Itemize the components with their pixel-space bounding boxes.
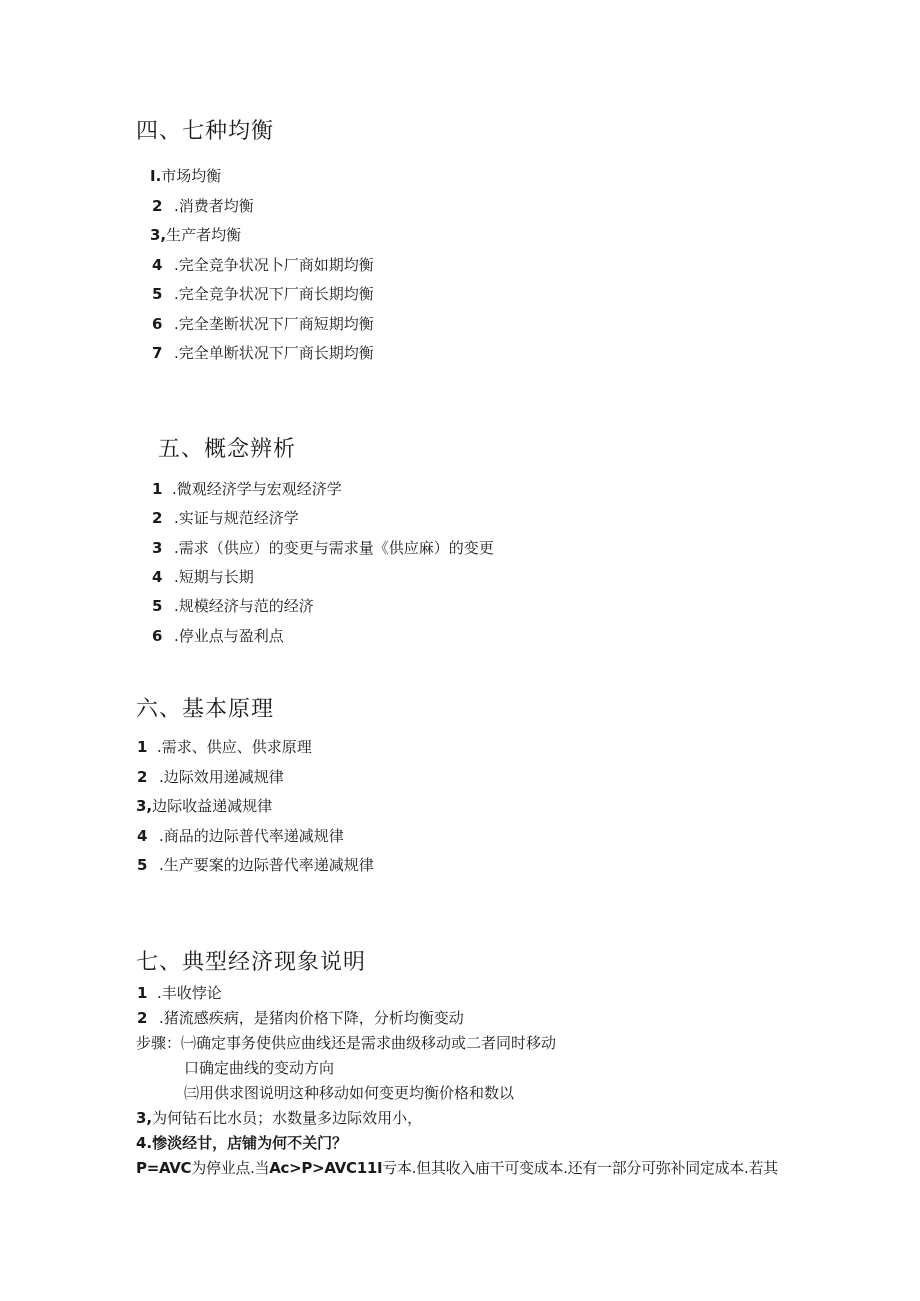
item-number: 2	[137, 1009, 148, 1027]
item-number: 7	[152, 344, 163, 362]
list-item	[152, 284, 374, 304]
item-text: .实证与规范经济学	[174, 509, 299, 527]
item-text: .完全竞争状况下厂商长期均衡	[174, 285, 374, 303]
item-number: 1	[152, 480, 163, 498]
list-item	[152, 196, 254, 216]
step-3: ㈢用供求图说明这种移动如何变更均衡价格和数以	[184, 1084, 515, 1102]
item-number: 3,	[136, 1109, 153, 1127]
item-text: .猪流感疾病，是猪肉价格下降，分析均衡变动	[159, 1009, 464, 1027]
section-5-title: 五、概念辨析	[158, 437, 297, 462]
list-item	[152, 479, 342, 499]
step-2: 口确定曲线的变动方向	[184, 1059, 335, 1077]
item-text: .消费者均衡	[174, 197, 254, 215]
list-item	[137, 767, 284, 787]
list-item	[152, 567, 254, 587]
explanation-text: 为停业点.当	[191, 1159, 270, 1177]
item-number: 2	[152, 197, 163, 215]
formula-text: Ac>P>AVC11I	[269, 1159, 383, 1177]
explanation-line	[136, 1158, 778, 1178]
item-text: .完全垄断状况下厂商短期均衡	[174, 315, 374, 333]
section-7-title: 七、典型经济现象说明	[136, 950, 367, 975]
steps-line	[136, 1033, 556, 1053]
list-item	[152, 255, 374, 275]
explanation-text: 亏本.但其收入庙干可变成本.还有一部分可弥补同定成本.若其	[382, 1159, 778, 1177]
steps-label: 步骤：	[136, 1034, 182, 1052]
item-number: 4	[137, 827, 148, 845]
list-item	[150, 225, 241, 245]
list-item	[137, 1008, 464, 1028]
item-text: .需求（供应）的变更与需求量《供应麻）的变更	[174, 539, 494, 557]
item-number: I.	[150, 167, 162, 185]
list-item	[152, 626, 284, 646]
item-number: 5	[137, 856, 148, 874]
item-number: 5	[152, 597, 163, 615]
list-item	[152, 538, 494, 558]
item-number: 2	[137, 768, 148, 786]
item-text: 惨淡经甘，店铺为何不关门？	[152, 1134, 348, 1152]
item-text: .规模经济与范的经济	[174, 597, 314, 615]
item-text: .边际效用递减规律	[159, 768, 284, 786]
list-item	[137, 737, 312, 757]
section-6-title: 六、基本原理	[136, 697, 275, 722]
item-text: .需求、供应、供求原理	[157, 738, 312, 756]
item-number: 1	[137, 738, 148, 756]
item-text: .微观经济学与宏观经济学	[172, 480, 342, 498]
item-number: 6	[152, 315, 163, 333]
item-text: 为何钻石比水员；水数量多边际效用小，	[152, 1109, 423, 1127]
item-text: 生产者均衡	[166, 226, 242, 244]
list-item	[152, 314, 374, 334]
list-item	[136, 796, 272, 816]
item-number: 3,	[150, 226, 167, 244]
list-item	[137, 983, 222, 1003]
item-text: .丰收悖论	[157, 984, 222, 1002]
formula-text: P=AVC	[136, 1159, 192, 1177]
item-number: 2	[152, 509, 163, 527]
section-4-title: 四、七种均衡	[136, 119, 275, 144]
item-number: 1	[137, 984, 148, 1002]
item-text: .完全竞争状况卜厂商如期均衡	[174, 256, 374, 274]
item-number: 3,	[136, 797, 153, 815]
item-number: 4	[152, 568, 163, 586]
list-item	[137, 826, 344, 846]
item-text: .完全单断状况下厂商长期均衡	[174, 344, 374, 362]
list-item	[150, 166, 221, 186]
list-item	[136, 1108, 422, 1128]
item-number: 3	[152, 539, 163, 557]
list-item	[152, 343, 374, 363]
list-item	[136, 1133, 347, 1153]
item-text: .生产要案的边际普代率递减规律	[159, 856, 374, 874]
item-number: 4	[152, 256, 163, 274]
item-text: .短期与长期	[174, 568, 254, 586]
list-item	[152, 508, 299, 528]
list-item	[152, 596, 314, 616]
step-1: ㈠确定事务使供应曲线还是需求曲级移动或二者同时移动	[181, 1034, 557, 1052]
list-item	[137, 855, 374, 875]
item-text: 市场均衡	[161, 167, 222, 185]
item-text: .停业点与盈利点	[174, 627, 284, 645]
item-text: .商品的边际普代率递减规律	[159, 827, 344, 845]
item-number: 5	[152, 285, 163, 303]
item-number: 6	[152, 627, 163, 645]
item-number: 4.	[136, 1134, 153, 1152]
item-text: 边际收益递减规律	[152, 797, 273, 815]
